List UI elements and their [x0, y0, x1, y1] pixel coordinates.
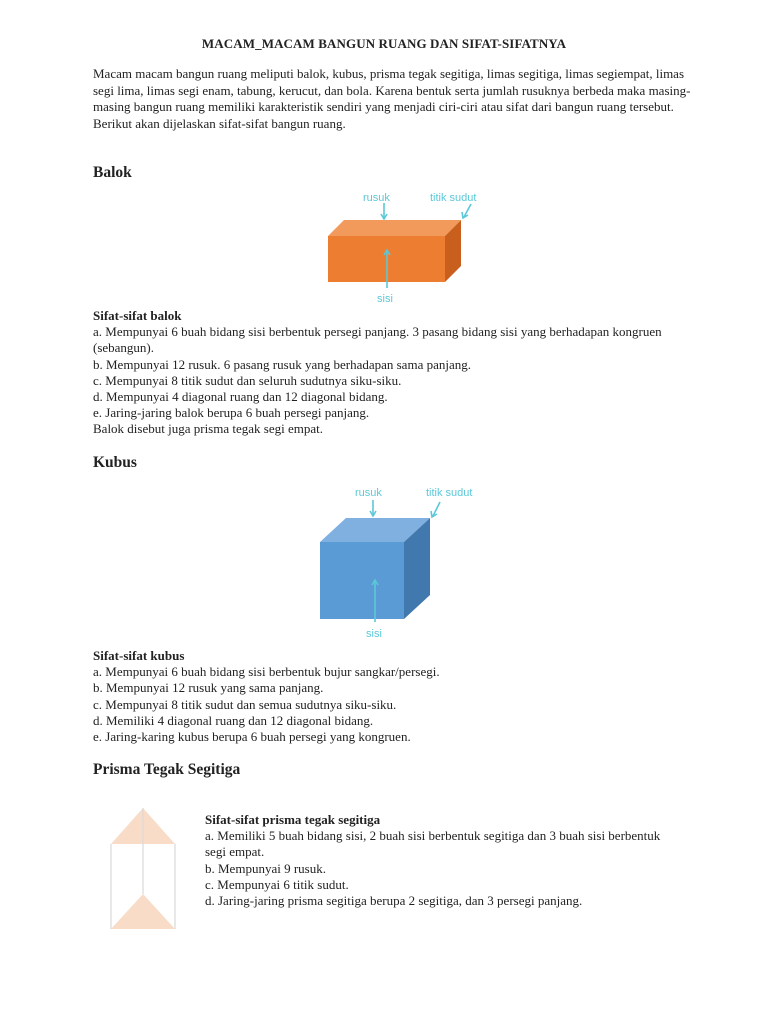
prisma-figure — [108, 804, 178, 934]
prisma-properties — [205, 812, 675, 909]
balok-top-face — [328, 220, 461, 236]
balok-label-rusuk: rusuk — [363, 192, 390, 204]
balok-svg — [320, 186, 500, 306]
kubus-properties — [93, 648, 713, 745]
kubus-prop-a: a. Mempunyai 6 buah bidang sisi berbentuk bujur sangkar/persegi. — [93, 664, 440, 680]
prisma-prop-d: d. Jaring-jaring prisma segitiga berupa 2 segitiga, dan 3 persegi panjang. — [205, 893, 583, 909]
kubus-label-titik-sudut: titik sudut — [426, 487, 473, 499]
balok-label-titik-sudut: titik sudut — [430, 192, 477, 204]
balok-figure — [320, 186, 500, 306]
kubus-front-face — [320, 542, 404, 619]
heading-kubus: Kubus — [93, 454, 137, 471]
heading-balok: Balok — [93, 164, 132, 181]
balok-props-title: Sifat-sifat balok — [93, 308, 182, 323]
intro-paragraph: Macam macam bangun ruang meliputi balok, kubus, prisma tegak segitiga, limas segitiga, limas segiempat, limas segi lima, limas segi enam, tabung, kerucut, dan bola. Karena bentuk serta jumlah rusuknya berbeda maka masing-masing bangun ruang memiliki karakteristik sendiri yang menjadi ciri-ciri atau sifat dari bangun ruang tersebut. Berikut akan dijelaskan sifat-sifat bangun ruang. — [93, 66, 691, 131]
kubus-prop-d: d. Memiliki 4 diagonal ruang dan 12 diagonal bidang. — [93, 712, 374, 728]
balok-prop-a: a. Mempunyai 6 buah bidang sisi berbentuk persegi panjang. 3 pasang bidang sisi yang berhadapan kongruen (sebangun). — [93, 324, 662, 356]
prisma-prop-a: a. Memiliki 5 buah bidang sisi, 2 buah sisi berbentuk segitiga dan 3 buah sisi berbentuk segi empat. — [205, 828, 661, 860]
balok-prop-d: d. Mempunyai 4 diagonal ruang dan 12 diagonal bidang. — [93, 389, 388, 405]
prisma-svg — [108, 804, 178, 934]
kubus-props-title: Sifat-sifat kubus — [93, 648, 185, 663]
balok-prop-c: c. Mempunyai 8 titik sudut dan seluruh sudutnya siku-siku. — [93, 372, 402, 388]
heading-prisma: Prisma Tegak Segitiga — [93, 761, 241, 778]
balok-properties — [93, 308, 713, 438]
prisma-props-title: Sifat-sifat prisma tegak segitiga — [205, 812, 381, 827]
kubus-prop-c: c. Mempunyai 8 titik sudut dan semua sudutnya siku-siku. — [93, 696, 397, 712]
kubus-prop-b: b. Mempunyai 12 rusuk yang sama panjang. — [93, 680, 324, 696]
prisma-prop-c: c. Mempunyai 6 titik sudut. — [205, 876, 349, 892]
kubus-prop-e: e. Jaring-karing kubus berupa 6 buah persegi yang kongruen. — [93, 729, 411, 745]
balok-prop-note: Balok disebut juga prisma tegak segi empat. — [93, 421, 323, 437]
balok-prop-e: e. Jaring-jaring balok berupa 6 buah persegi panjang. — [93, 405, 370, 421]
kubus-svg — [312, 480, 502, 642]
balok-label-sisi: sisi — [377, 293, 393, 305]
prisma-prop-b: b. Mempunyai 9 rusuk. — [205, 860, 326, 876]
document-title: MACAM_MACAM BANGUN RUANG DAN SIFAT-SIFATNYA — [201, 36, 567, 51]
prisma-bottom-triangle — [111, 894, 175, 929]
kubus-label-sisi: sisi — [366, 628, 382, 640]
balok-prop-b: b. Mempunyai 12 rusuk. 6 pasang rusuk yang berhadapan sama panjang. — [93, 356, 471, 372]
kubus-figure — [312, 480, 502, 642]
kubus-label-rusuk: rusuk — [355, 487, 382, 499]
